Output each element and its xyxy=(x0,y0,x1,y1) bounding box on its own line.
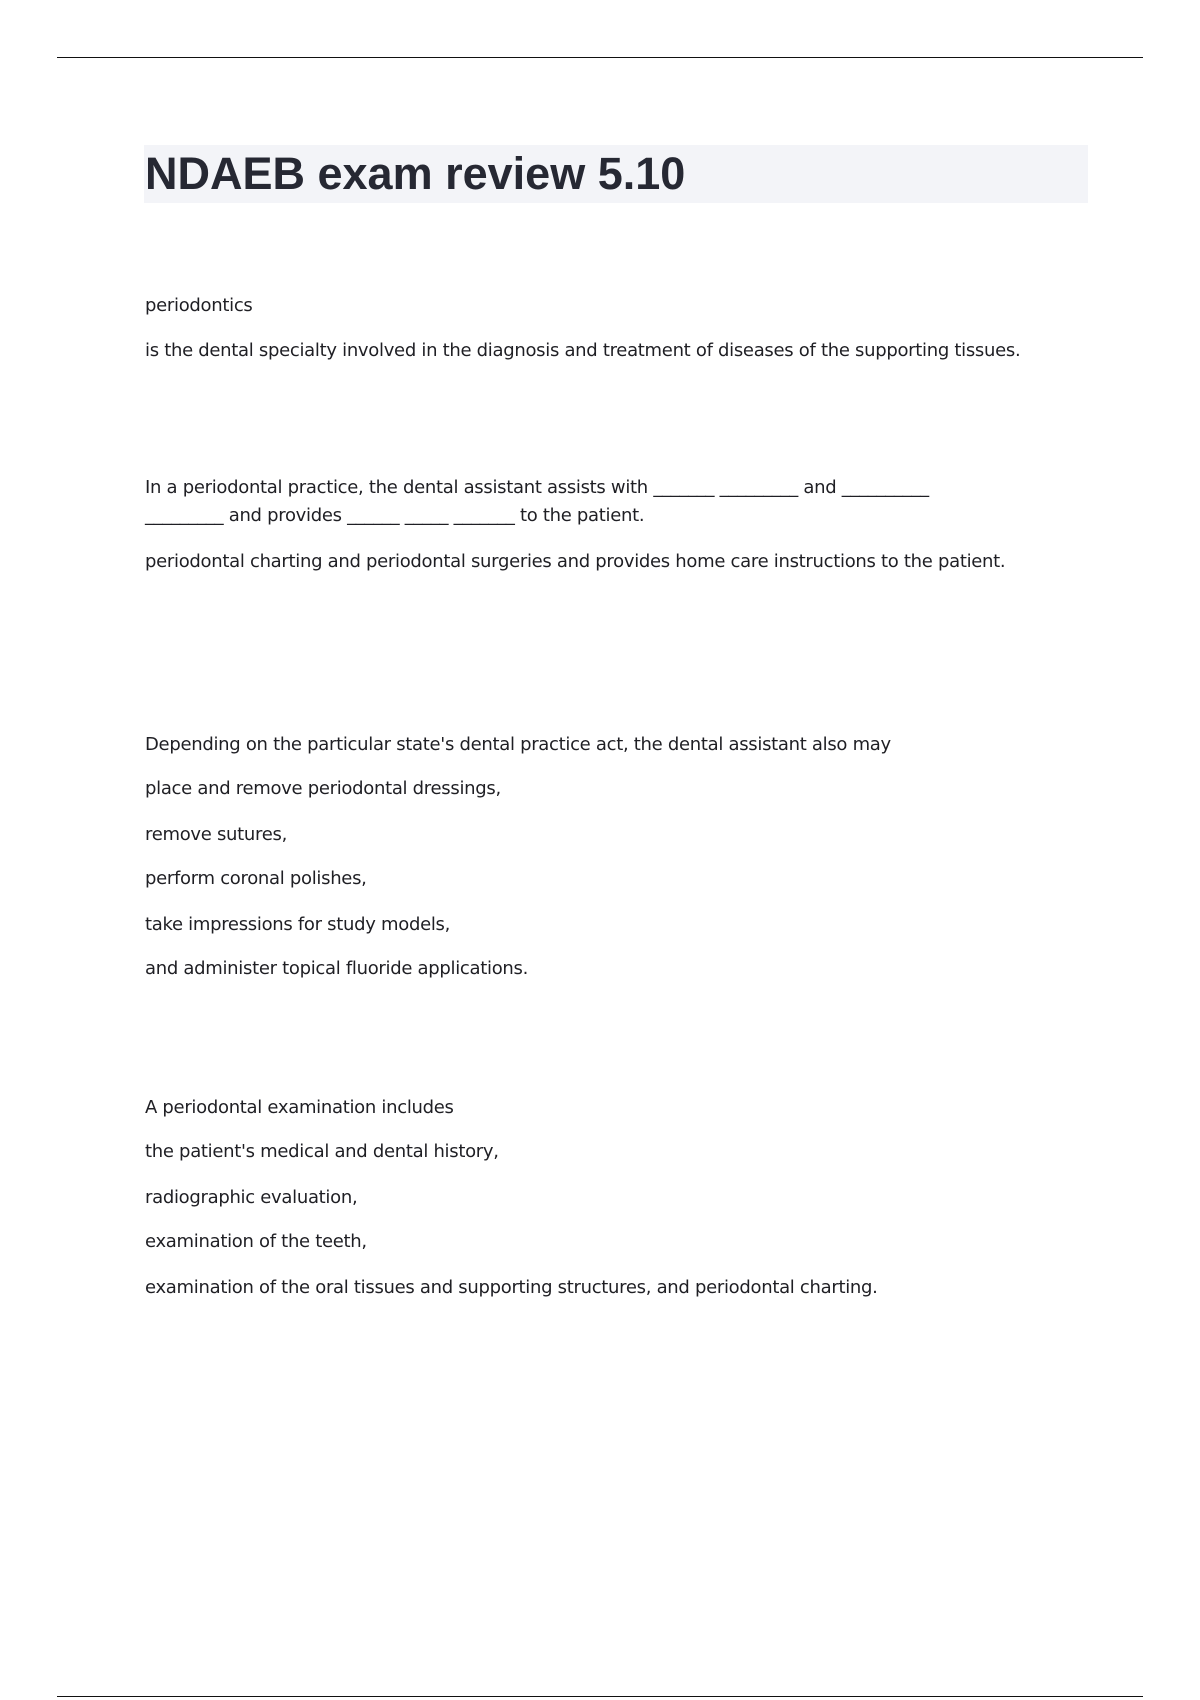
card-3-definition-1: place and remove periodontal dressings, xyxy=(145,778,501,799)
bottom-rule xyxy=(57,1696,1143,1697)
card-3-definition-2: remove sutures, xyxy=(145,824,288,845)
card-3-definition-5: and administer topical fluoride applications. xyxy=(145,958,529,979)
card-4-definition-2: radiographic evaluation, xyxy=(145,1187,358,1208)
page-title: NDAEB exam review 5.10 xyxy=(145,148,686,199)
card-4-definition-4: examination of the oral tissues and supporting structures, and periodontal charting. xyxy=(145,1277,878,1298)
card-2-term-line-2: _________ and provides ______ _____ _______ to the patient. xyxy=(145,505,645,526)
card-2-definition: periodontal charting and periodontal surgeries and provides home care instructions to the patient. xyxy=(145,551,1006,572)
card-3-definition-4: take impressions for study models, xyxy=(145,914,451,935)
card-4-definition-1: the patient's medical and dental history, xyxy=(145,1141,499,1162)
card-1-definition: is the dental specialty involved in the diagnosis and treatment of diseases of the supporting tissues. xyxy=(145,340,1021,361)
card-3-definition-3: perform coronal polishes, xyxy=(145,868,367,889)
card-4-term: A periodontal examination includes xyxy=(145,1097,454,1118)
card-4-definition-3: examination of the teeth, xyxy=(145,1231,367,1252)
card-2-term-line-1: In a periodontal practice, the dental assistant assists with _______ _________ and __________ xyxy=(145,477,929,498)
card-3-term: Depending on the particular state's dental practice act, the dental assistant also may xyxy=(145,734,891,755)
top-rule xyxy=(57,57,1143,58)
card-1-term: periodontics xyxy=(145,295,253,316)
